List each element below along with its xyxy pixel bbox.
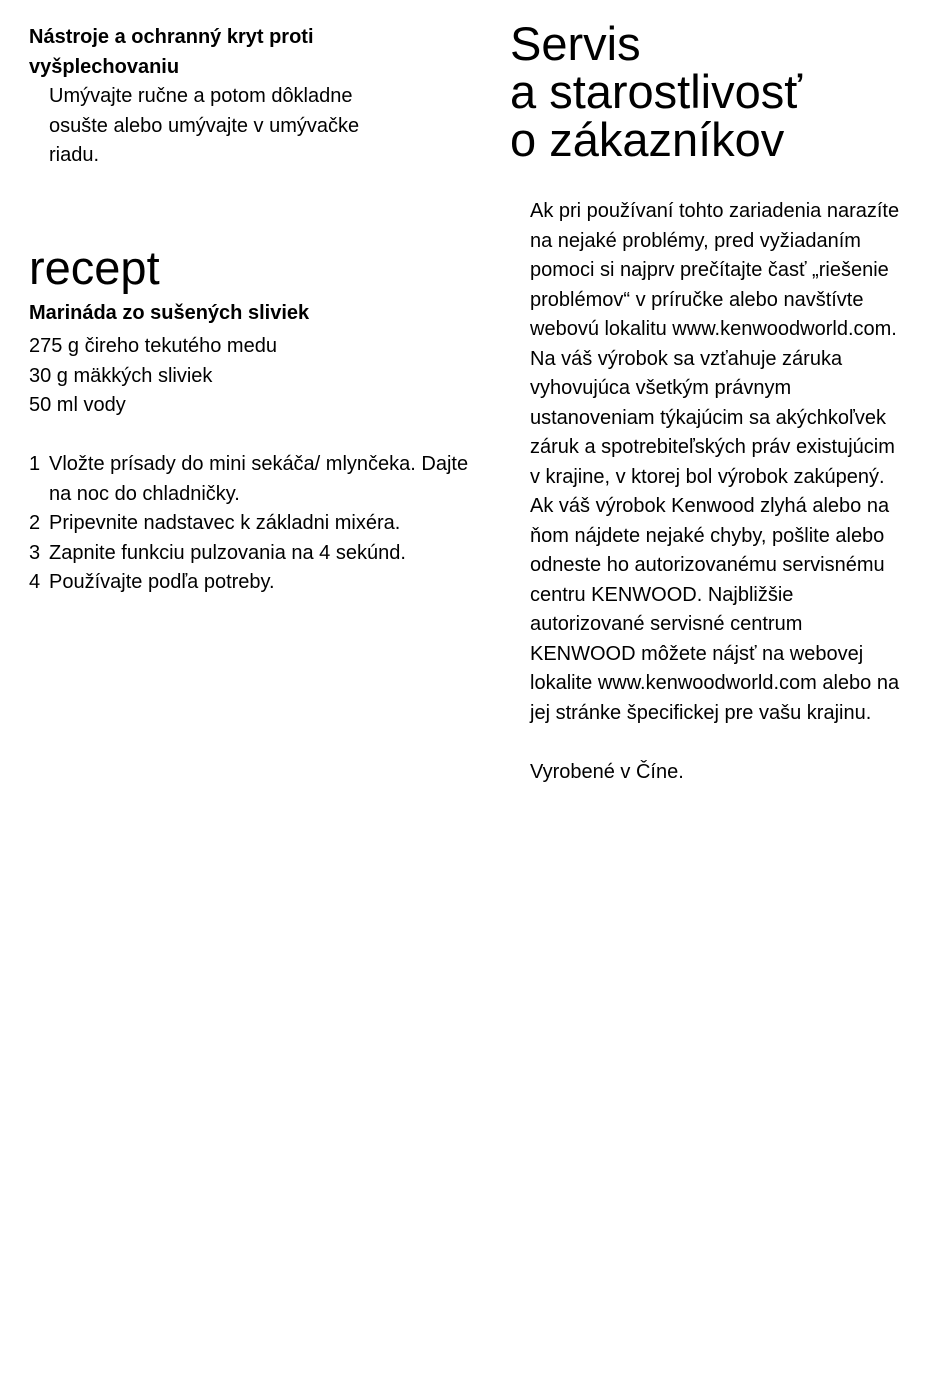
step-text: Používajte podľa potreby. bbox=[49, 571, 275, 593]
service-title-line: Servis bbox=[510, 17, 641, 70]
ingredient-item: 30 g mäkkých sliviek bbox=[29, 364, 213, 387]
step-text: Pripevnite nadstavec k základni mixéra. bbox=[49, 512, 401, 534]
service-paragraph: Ak váš výrobok Kenwood zlyhá alebo na ňom nájdete nejaké chyby, pošlite alebo odneste ho autorizovanému servisnému centru KENWOOD. Najbližšie autorizované servisné centrum KENWOOD môžete nájsť na webovej lokalite www.kenwoodworld.com alebo na jej stránke špecifickej pre vašu krajinu. bbox=[530, 495, 900, 724]
step-number: 4 bbox=[29, 571, 41, 593]
step-text: Vložte prísady do mini sekáča/ mlynčeka. Dajte na noc do chladničky. bbox=[49, 453, 469, 505]
care-heading: Nástroje a ochranný kryt proti vyšplechovaniu bbox=[29, 26, 314, 78]
step-number: 2 bbox=[29, 512, 41, 534]
step-item bbox=[29, 539, 469, 569]
made-in-note: Vyrobené v Číne. bbox=[530, 760, 684, 783]
service-paragraph: Ak pri používaní tohto zariadenia narazíte na nejaké problémy, pred vyžiadaním pomoci si najprv prečítajte časť „riešenie problémov“ v príručke alebo navštívte webovú lokalitu www.kenwoodworld.com. bbox=[530, 200, 900, 340]
service-title bbox=[510, 17, 930, 166]
service-body bbox=[530, 197, 910, 728]
right-column bbox=[510, 17, 930, 787]
left-column bbox=[29, 23, 469, 598]
step-item bbox=[29, 450, 469, 509]
step-number: 3 bbox=[29, 541, 41, 564]
service-title-line: a starostlivosť bbox=[510, 65, 802, 118]
ingredient-item: 275 g čireho tekutého medu bbox=[29, 335, 277, 357]
step-item bbox=[29, 509, 469, 539]
ingredient-item: 50 ml vody bbox=[29, 394, 126, 416]
service-paragraph: Na váš výrobok sa vzťahuje záruka vyhovujúca všetkým právnym ustanoveniam týkajúcim sa akýchkoľvek záruk a spotrebiteľských práv existujúcim v krajine, v ktorej bol výrobok zakúpený. bbox=[530, 347, 895, 488]
recipe-subtitle: Marináda zo sušených sliviek bbox=[29, 301, 310, 324]
step-number: 1 bbox=[29, 453, 41, 475]
step-text: Zapnite funkciu pulzovania na 4 sekúnd. bbox=[49, 541, 406, 564]
service-title-line: o zákazníkov bbox=[510, 113, 785, 166]
care-text: Umývajte ručne a potom dôkladne osušte alebo umývajte v umývačke riadu. bbox=[49, 85, 360, 166]
steps-list bbox=[29, 450, 469, 598]
recipe-title: recept bbox=[29, 240, 160, 294]
ingredients-list bbox=[29, 332, 469, 421]
step-item bbox=[29, 568, 469, 598]
